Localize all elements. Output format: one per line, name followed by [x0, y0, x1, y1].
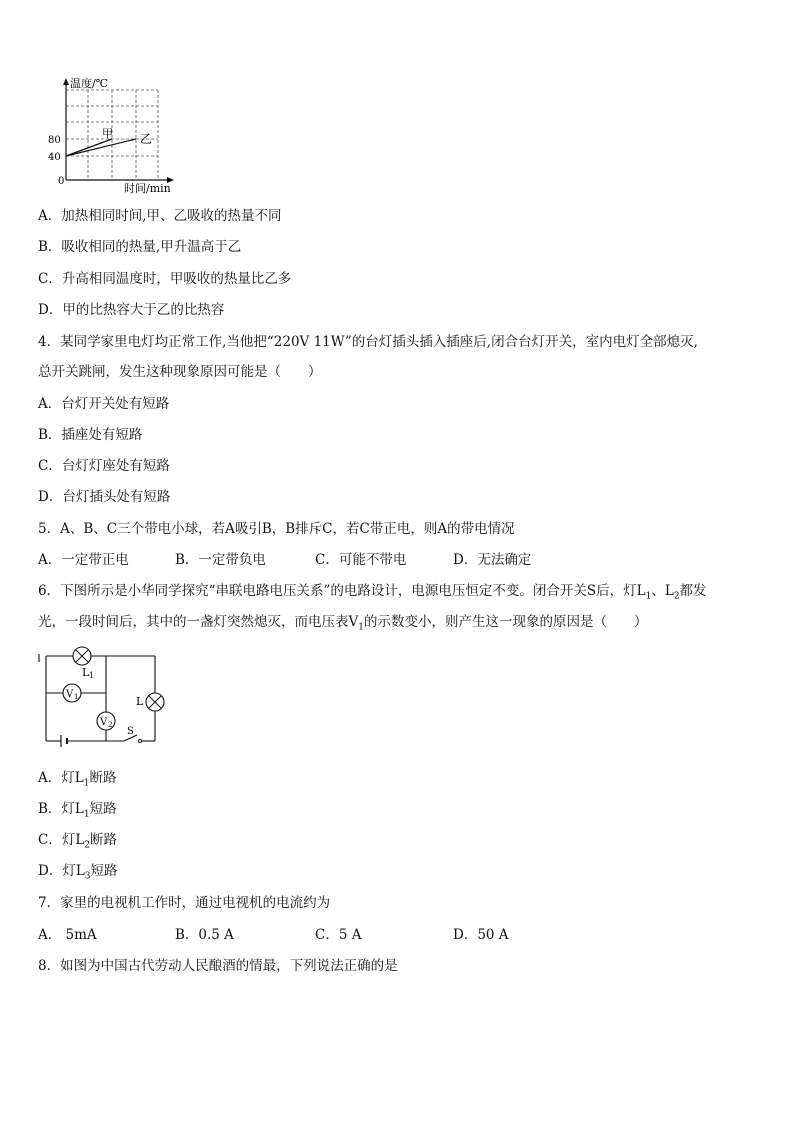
graph-ytick-40: 40 [48, 152, 61, 163]
q6-option-b: B．灯$L_1$短路 [38, 801, 117, 820]
lamp-l1-icon [73, 647, 91, 665]
switch-label: S [127, 726, 134, 737]
series-jia-line [66, 139, 112, 156]
series-jia-label: 甲 [102, 127, 113, 140]
q5-option-c: C．可能不带电 [315, 552, 407, 568]
lamp-l-icon [146, 693, 164, 711]
q4-stem-line2: 总开关跳闸，发生这种现象原因可能是（ ） [38, 364, 322, 380]
v2-label: V [100, 717, 108, 728]
q8-stem: 8．如图为中国古代劳动人民酿酒的情最，下列说法正确的是 [38, 958, 398, 974]
q4-option-b: B．插座处有短路 [38, 427, 143, 443]
y-axis-arrow [63, 78, 69, 85]
q7-option-d: D．50 A [453, 927, 509, 943]
circuit-diagram [36, 646, 176, 748]
series-yi-line [66, 139, 136, 156]
q6-stem1a: 6．下图所示是小华同学探究“串联电路电压关系”的电路设计，电源电压恒定不变。闭合开关S后，灯L [38, 583, 646, 599]
q5-stem: 5．A、B、C三个带电小球，若A吸引B，B排斥C，若C带正电，则A的带电情况 [38, 521, 515, 537]
l-label: L [136, 695, 144, 708]
graph-origin: 0 [58, 176, 65, 187]
graph-ytick-80: 80 [48, 135, 61, 146]
q6-stem1b: 、L [651, 583, 674, 599]
temperature-time-graph [38, 76, 198, 196]
q6-stem-line2 [38, 613, 647, 637]
q7-option-b: B．0.5 A [175, 927, 234, 943]
q6-stem1c: 都发 [679, 583, 707, 599]
q6-sub2: 2 [673, 591, 680, 602]
q3-option-c: C．升高相同温度时，甲吸收的热量比乙多 [38, 271, 292, 287]
q3-option-b: B．吸收相同的热量,甲升温高于乙 [38, 239, 242, 255]
graph-xlabel: 时间/min [124, 182, 171, 195]
q4-option-a: A．台灯开关处有短路 [38, 396, 170, 412]
q6-stem-line1 [38, 582, 707, 606]
q6-sub3: 1 [358, 622, 364, 633]
v1-label: V [66, 689, 74, 700]
q7-stem: 7．家里的电视机工作时，通过电视机的电流约为 [38, 895, 331, 911]
graph-ylabel: 温度/℃ [70, 77, 109, 90]
switch-contact-icon [138, 739, 141, 742]
q6-option-c: C．灯$L_2$断路 [38, 832, 118, 851]
q3-option-d: D．甲的比热容大于乙的比热容 [38, 302, 225, 318]
l1-label: L [82, 666, 90, 679]
q6-option-d: D．灯$L_3$短路 [38, 863, 118, 882]
v2-sub: 2 [108, 721, 113, 729]
q6-sub1: 1 [645, 591, 652, 602]
q6-option-a: A．灯$L_1$断路 [38, 770, 117, 789]
q7-option-c: C．5 A [315, 927, 362, 943]
q7-option-a: A． 5mA [38, 927, 97, 943]
q6-stem2a: 光，一段时间后，其中的一盏灯突然熄灭，而电压表V [38, 614, 359, 630]
q4-option-d: D．台灯插头处有短路 [38, 489, 171, 505]
q4-stem-line1: 4．某同学家里电灯均正常工作,当他把“220V 11W”的台灯插头插入插座后,闭合台灯开关，室内电灯全部熄灭, [38, 334, 698, 350]
q5-option-d: D．无法确定 [453, 552, 532, 568]
q5-option-b: B．一定带负电 [175, 552, 266, 568]
q5-option-a: A．一定带正电 [38, 552, 129, 568]
l1-sub: 1 [89, 671, 95, 680]
v1-sub: 1 [74, 693, 79, 701]
q4-option-c: C．台灯灯座处有短路 [38, 458, 170, 474]
q6-stem2b: 的示数变小，则产生这一现象的原因是（ ） [363, 614, 648, 630]
series-yi-label: 乙 [140, 132, 153, 146]
q3-option-a: A．加热相同时间,甲、乙吸收的热量不同 [38, 208, 282, 224]
